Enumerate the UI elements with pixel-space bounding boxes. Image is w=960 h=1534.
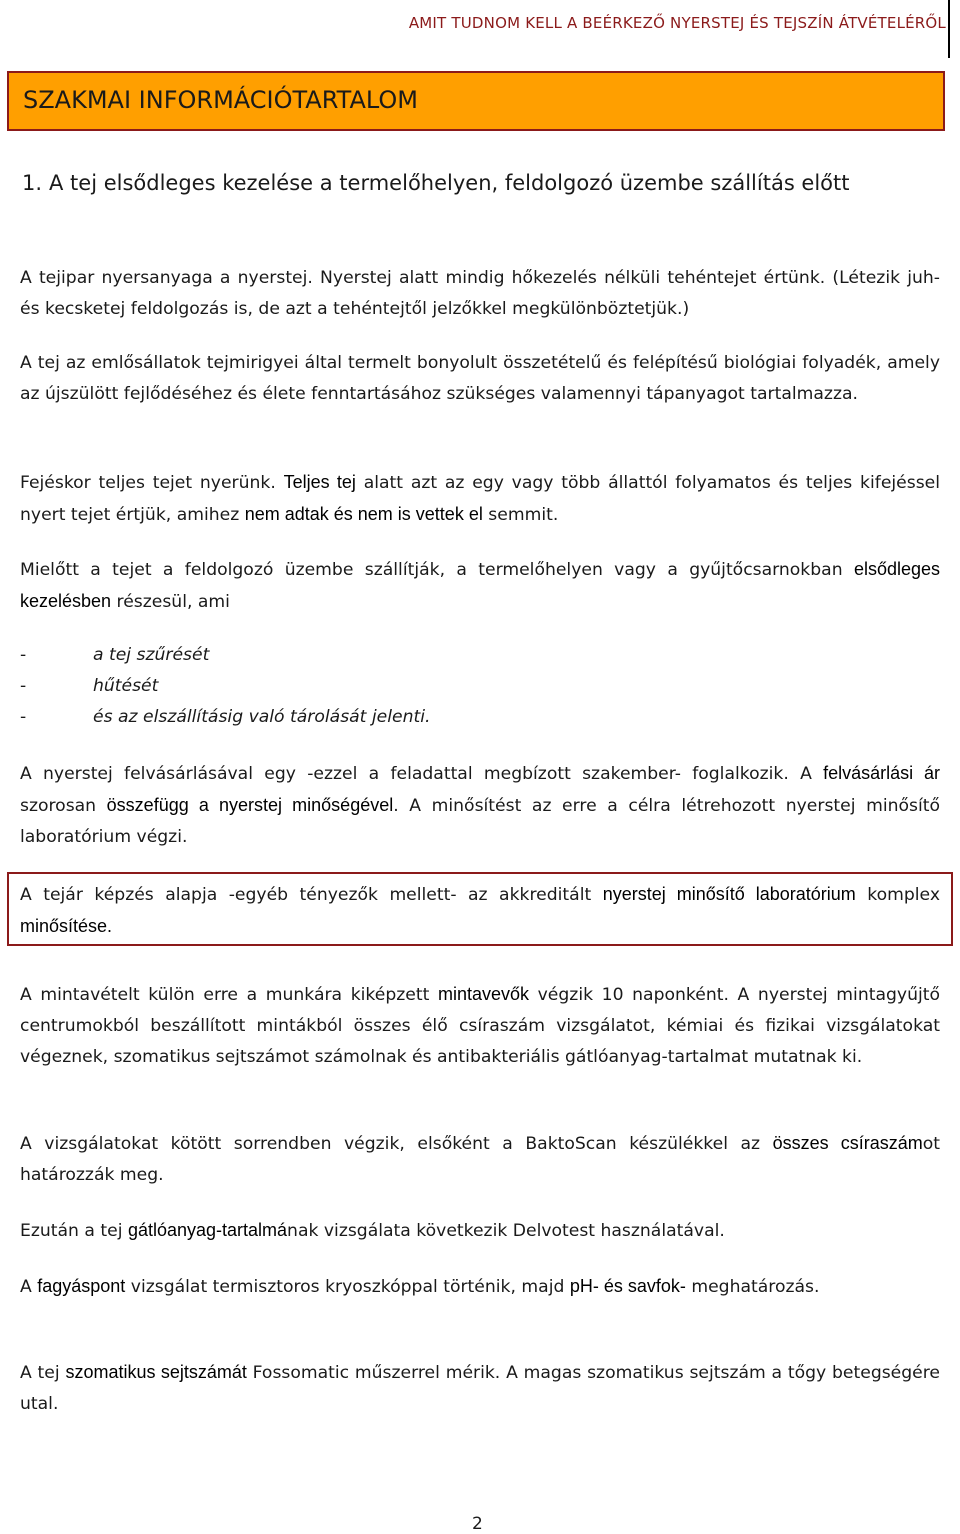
paragraph-fagyaspont: A fagyáspont vizsgálat termisztoros kryoszkóppal történik, majd pH- és savfok- meghatározás. [20,1276,820,1297]
term-fagyaspont: fagyáspont [37,1276,126,1296]
paragraph-vizsgalatok: A vizsgálatokat kötött sorrendben végzik, elsőként a BaktoScan készülékkel az összes csíraszámot határozzák meg. [20,1133,940,1185]
section-banner [7,71,945,131]
term-gatloanyag: gátlóanyag-tartalmá [127,1220,288,1240]
term-szomatikus-sejtszam: szomatikus sejtszámát [65,1362,247,1382]
section-title: SZAKMAI INFORMÁCIÓTARTALOM [23,86,418,114]
paragraph-elsodleges-kezeles: Mielőtt a tejet a feldolgozó üzembe szállítják, a termelőhelyen vagy a gyűjtőcsarnokban elsődleges kezelésben részesül, ami [20,559,940,612]
paragraph-tejar: A tejár képzés alapja -egyéb tényezők mellett- az akkreditált nyerstej minősítő laboratórium komplex minősítése. [20,884,940,936]
term-osszefugg: összefügg a nyerstej minőségével [106,795,394,815]
chapter-number: 1. [22,171,43,195]
term-teljes-tej: Teljes tej [283,472,356,492]
term-ph-savfok: pH- és savfok- [569,1276,686,1296]
paragraph-teljes-tej: Fejéskor teljes tejet nyerünk. Teljes tej alatt azt az egy vagy több állattól folyamatos és teljes kifejéssel nyert tejet értjük, amihez nem adtak és nem is vettek el semmit. [20,472,941,525]
header-rule [948,0,960,58]
term-nem-adtak: nem adtak és nem is vettek el [244,504,483,524]
term-mintavevok: mintavevők [437,984,530,1004]
paragraph-tej-definicio: A tej az emlősállatok tejmirigyei által termelt bonyolult összetételű és felépítésű biológiai folyadék, amely az újszülött fejlődéséhez és élete fenntartásához szükséges valamennyi tápanyagot tartalmazza. [20,353,940,404]
paragraph-nyerstej: A tejipar nyersanyaga a nyerstej. Nyerstej alatt mindig hőkezelés nélküli tehéntejet értünk. (Létezik juh- és kecsketej feldolgozás is, de azt a tehéntejtől jelzőkkel megkülönböztetjük.) [20,268,940,319]
chapter-title: A tej elsődleges kezelése a termelőhelyen, feldolgozó üzembe szállítás előtt [49,171,850,195]
list-item: - hűtését [20,676,159,696]
running-header: AMIT TUDNOM KELL A BEÉRKEZŐ NYERSTEJ ÉS TEJSZÍN ÁTVÉTELÉRŐL [408,14,946,32]
page-number: 2 [472,1514,483,1534]
term-elsodleges-kezeles: elsődleges kezelésben [20,559,940,611]
term-osszes-csiraszam: összes csíraszám [772,1133,923,1153]
paragraph-mintavetel: A mintavételt külön erre a munkára kiképzett mintavevők végzik 10 naponként. A nyerstej mintagyűjtő centrumokból beszállított mintákból összes élő csíraszám vizsgálatot, kémiai és fizikai vizsgálatokat végeznek, szomatikus sejtszámot számolnak és antibakteriális gátlóanyag-tartalmat mutatnak ki. [20,984,940,1067]
kezeles-list [20,640,430,733]
term-laboratorium: nyerstej minősítő laboratórium [602,884,856,904]
chapter-heading [22,165,942,202]
term-minositese: minősítése. [20,916,113,936]
paragraph-felvasarlas: A nyerstej felvásárlásával egy -ezzel a feladattal megbízott szakember- foglalkozik. A felvásárlási ár szorosan összefügg a nyerstej minőségével. A minősítést az erre a célra létrehozott nyerstej minősítő laboratórium végzi. [20,763,941,847]
term-felvasarlasi-ar: felvásárlási ár [823,763,940,783]
list-item: - és az elszállításig való tárolását jelenti. [20,707,431,727]
paragraph-szomatikus: A tej szomatikus sejtszámát Fossomatic műszerrel mérik. A magas szomatikus sejtszám a tőgy betegségére utal. [20,1362,941,1414]
paragraph-gatloanyag: Ezután a tej gátlóanyag-tartalmának vizsgálata következik Delvotest használatával. [20,1220,725,1241]
list-item: - a tej szűrését [20,645,210,665]
